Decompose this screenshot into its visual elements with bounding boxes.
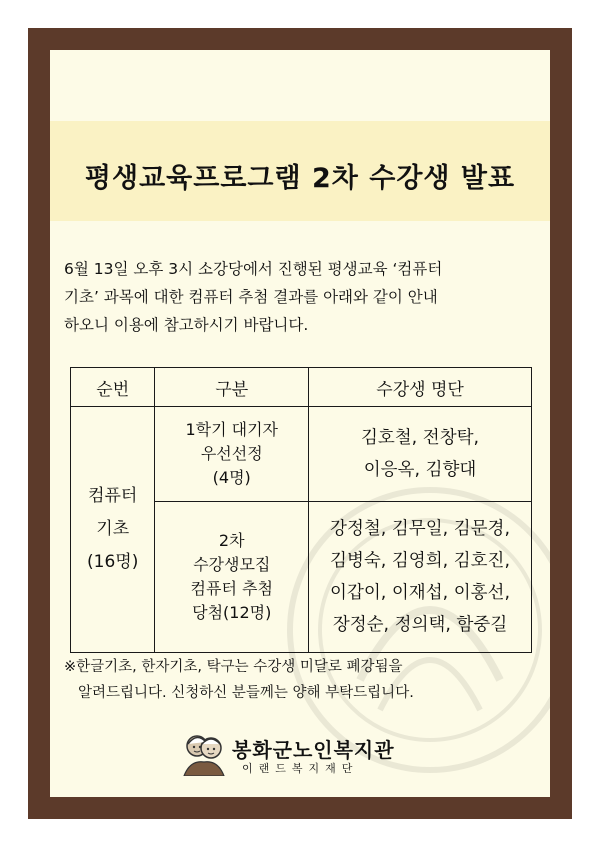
table-header-row <box>71 368 532 407</box>
group-line: 당첨(12명) <box>192 603 272 622</box>
org-logo <box>180 730 420 778</box>
poster-paper <box>50 50 550 797</box>
names-cell <box>309 502 532 653</box>
note-line: 알려드립니다. 신청하신 분들께는 양해 부탁드립니다. <box>78 685 414 701</box>
names-line: 강정철, 김무일, 김문경, <box>330 519 511 539</box>
course-line: 기초 <box>96 519 130 539</box>
intro-line: 6월 13일 오후 3시 소강당에서 진행된 평생교육 ‘컴퓨터 <box>64 260 443 278</box>
course-line: 컴퓨터 <box>88 486 138 506</box>
header-category: 구분 <box>155 368 309 407</box>
course-line: (16명) <box>87 552 139 572</box>
org-subtitle: 이랜드복지재단 <box>242 762 359 775</box>
group-line: 컴퓨터 추첨 <box>190 579 273 598</box>
org-name: 봉화군노인복지관 <box>232 738 395 762</box>
course-category-cell <box>71 407 155 653</box>
names-line: 장정순, 정의택, 함중길 <box>332 615 508 635</box>
names-line: 김호철, 전창탁, <box>360 428 480 448</box>
group-line: 우선선정 <box>200 444 263 463</box>
names-line: 김병숙, 김영희, 김호진, <box>330 551 511 571</box>
closing-note <box>64 654 542 706</box>
page-title: 평생교육프로그램 2차 수강생 발표 <box>84 163 516 194</box>
names-cell <box>309 407 532 502</box>
names-line: 이갑이, 이재섭, 이홍선, <box>330 583 511 603</box>
names-line: 이응옥, 김향대 <box>363 460 477 480</box>
elderly-couple-logo-icon <box>180 732 228 776</box>
group-line: 2차 <box>218 531 245 550</box>
header-number: 순번 <box>71 368 155 407</box>
table-row <box>71 407 532 502</box>
group-cell <box>155 407 309 502</box>
group-line: (4명) <box>212 468 251 487</box>
note-line: ※한글기초, 한자기초, 탁구는 수강생 미달로 폐강됨을 <box>64 659 403 675</box>
results-table <box>70 367 532 653</box>
group-line: 수강생모집 <box>193 555 271 574</box>
intro-line: 기초’ 과목에 대한 컴퓨터 추첨 결과를 아래와 같이 안내 <box>64 288 438 306</box>
group-cell <box>155 502 309 653</box>
intro-text <box>64 255 542 339</box>
group-line: 1학기 대기자 <box>185 420 279 439</box>
intro-line: 하오니 이용에 참고하시기 바랍니다. <box>64 316 309 334</box>
header-names: 수강생 명단 <box>309 368 532 407</box>
